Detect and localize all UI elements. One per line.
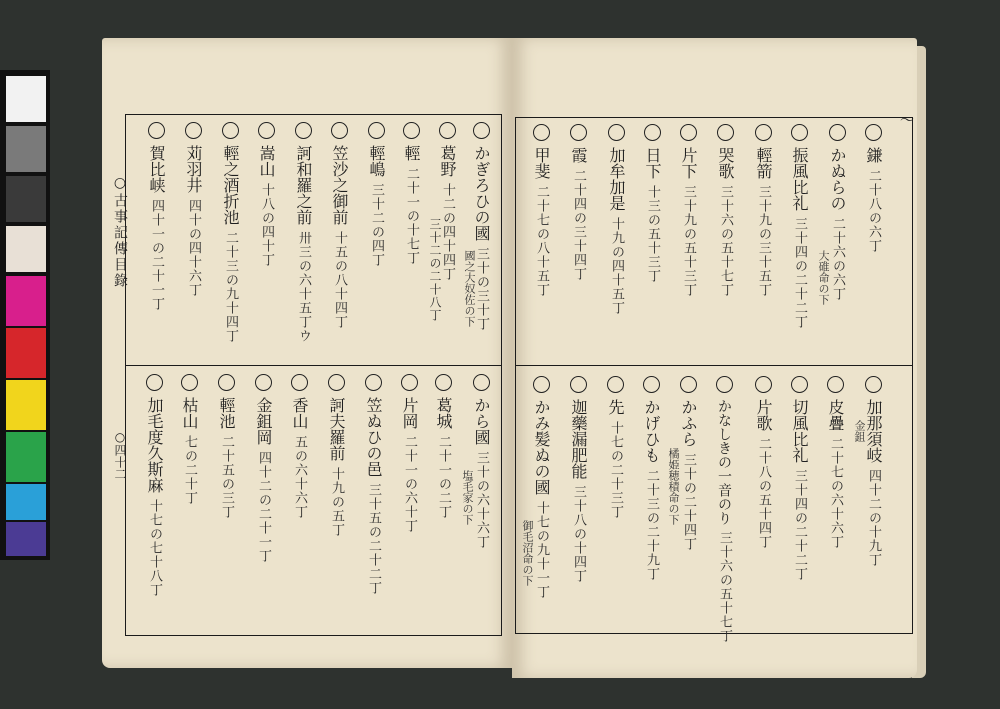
left-page-divider <box>125 365 502 366</box>
swatch-yellow <box>6 380 46 430</box>
swatch-gray <box>6 126 46 172</box>
list-item-note: 御毛沼命の下 <box>521 520 534 586</box>
swatch-dark <box>6 176 46 222</box>
list-item: 皮疊二十七の六十六丁 <box>824 376 846 549</box>
list-item: 加牟加是十九の四十五丁 <box>605 124 627 315</box>
list-item: 片岡二十一の六十丁 <box>398 374 420 533</box>
circle-marker-icon <box>755 124 772 141</box>
circle-marker-icon <box>258 122 275 139</box>
circle-marker-icon <box>680 124 697 141</box>
circle-marker-icon <box>185 122 202 139</box>
circle-marker-icon <box>829 124 846 141</box>
circle-marker-icon <box>680 376 697 393</box>
list-item: 片歌二十八の五十四丁 <box>752 376 774 549</box>
circle-marker-icon <box>827 376 844 393</box>
swatch-white <box>6 76 46 122</box>
list-item: 先十七の二十三丁 <box>604 376 626 519</box>
swatch-cyan <box>6 484 46 520</box>
circle-marker-icon <box>570 376 587 393</box>
list-item: 訶和羅之前卅三の六十五丁ウ <box>292 122 314 343</box>
circle-marker-icon <box>218 374 235 391</box>
circle-marker-icon <box>401 374 418 391</box>
list-item: 振風比礼三十四の二十二丁 <box>788 124 810 329</box>
list-item: かふら三十の二十四丁 <box>677 376 699 551</box>
list-item-note: 大碓命の下 <box>817 250 830 305</box>
list-item: 金鉏岡四十二の二十一丁 <box>252 374 274 563</box>
list-item: 訶夫羅前十九の五丁 <box>325 374 347 537</box>
list-item-note: 橘姫穂積命の下 <box>667 448 680 525</box>
circle-marker-icon <box>331 122 348 139</box>
list-item: 加那須岐四十二の十九丁 <box>862 376 884 567</box>
circle-marker-icon <box>533 124 550 141</box>
list-item: かげひも二十三の二十九丁 <box>640 376 662 581</box>
circle-marker-icon <box>328 374 345 391</box>
circle-marker-icon <box>791 124 808 141</box>
circle-marker-icon <box>755 376 772 393</box>
list-item: 笠沙之御前十五の八十四丁 <box>328 122 350 329</box>
circle-marker-icon <box>865 376 882 393</box>
list-item: 輕池二十五の三丁 <box>215 374 237 519</box>
list-item: 苅羽井四十の四十六丁 <box>182 122 204 297</box>
circle-marker-icon <box>403 122 420 139</box>
list-item: 切風比礼三十四の二十二丁 <box>788 376 810 581</box>
list-item: 鎌二十八の六丁 <box>862 124 884 253</box>
list-item: 葛野十二の四十四丁 <box>436 122 458 281</box>
list-item: 甲斐二十七の八十五丁 <box>530 124 552 297</box>
circle-marker-icon <box>295 122 312 139</box>
list-item: かぎろひの國三十の三十丁 <box>470 122 492 331</box>
circle-marker-icon <box>533 376 550 393</box>
circle-marker-icon <box>643 376 660 393</box>
circle-marker-icon <box>148 122 165 139</box>
circle-marker-icon <box>473 122 490 139</box>
page-number: ○四十二 <box>113 430 127 480</box>
list-item: 笠ぬひの邑三十五の二十二丁 <box>362 374 384 595</box>
list-item: 迦藥漏肥能三十八の十四丁 <box>567 376 589 583</box>
list-item: 哭歌三十六の五十七丁 <box>714 124 736 297</box>
circle-marker-icon <box>368 122 385 139</box>
swatch-green <box>6 432 46 482</box>
list-item: 加毛度久斯麻十七の七十八丁 <box>143 374 165 597</box>
circle-marker-icon <box>255 374 272 391</box>
list-item: かみ髪ぬの國十七の九十一丁 <box>530 376 552 599</box>
circle-marker-icon <box>222 122 239 139</box>
circle-marker-icon <box>716 376 733 393</box>
circle-marker-icon <box>435 374 452 391</box>
circle-marker-icon <box>608 124 625 141</box>
list-item: 霞二十四の三十四丁 <box>567 124 589 281</box>
list-item-note: 國之大奴佐の下 <box>463 250 476 327</box>
list-item: から國三十の六十六丁 <box>470 374 492 549</box>
circle-marker-icon <box>146 374 163 391</box>
right-page-divider <box>515 365 913 366</box>
frame-wave-mark: 〜 <box>900 113 914 129</box>
circle-marker-icon <box>439 122 456 139</box>
list-item: 日下十三の五十三丁 <box>641 124 663 283</box>
list-item: 輕二十一の十七丁 <box>400 122 422 265</box>
circle-marker-icon <box>365 374 382 391</box>
list-item: 香山五の六十六丁 <box>288 374 310 519</box>
list-item-note: 塩毛家の下 <box>461 470 474 525</box>
circle-marker-icon <box>291 374 308 391</box>
list-item: かなしきの一音のり三十六の五十七丁 <box>714 376 734 643</box>
list-item: かぬらの二十六の六丁 <box>826 124 848 301</box>
list-item: 輕之酒折池二十三の九十四丁 <box>219 122 241 343</box>
circle-marker-icon <box>865 124 882 141</box>
swatch-red <box>6 328 46 378</box>
list-item: 賀比峡四十一の二十一丁 <box>145 122 167 311</box>
swatch-blue <box>6 522 46 556</box>
swatch-magenta <box>6 276 46 326</box>
circle-marker-icon <box>570 124 587 141</box>
color-calibration-chart <box>0 70 50 560</box>
circle-marker-icon <box>791 376 808 393</box>
list-item: 葛城二十一の二丁 <box>432 374 454 519</box>
list-item: 片下三十九の五十三丁 <box>677 124 699 297</box>
swatch-light <box>6 226 46 272</box>
list-item-sub: 三十二の二十八丁 <box>428 218 442 322</box>
circle-marker-icon <box>607 376 624 393</box>
list-item: 輕箭三十九の三十五丁 <box>752 124 774 297</box>
circle-marker-icon <box>644 124 661 141</box>
list-item: 輕嶋三十二の四丁 <box>365 122 387 267</box>
list-item-note: 金鉏 <box>853 420 866 442</box>
list-item: 枯山七の二十丁 <box>178 374 200 505</box>
circle-marker-icon <box>717 124 734 141</box>
circle-marker-icon <box>181 374 198 391</box>
circle-marker-icon <box>473 374 490 391</box>
book-title: ○古事記傳目錄 <box>112 175 128 289</box>
list-item: 嵩山十八の四十丁 <box>255 122 277 267</box>
